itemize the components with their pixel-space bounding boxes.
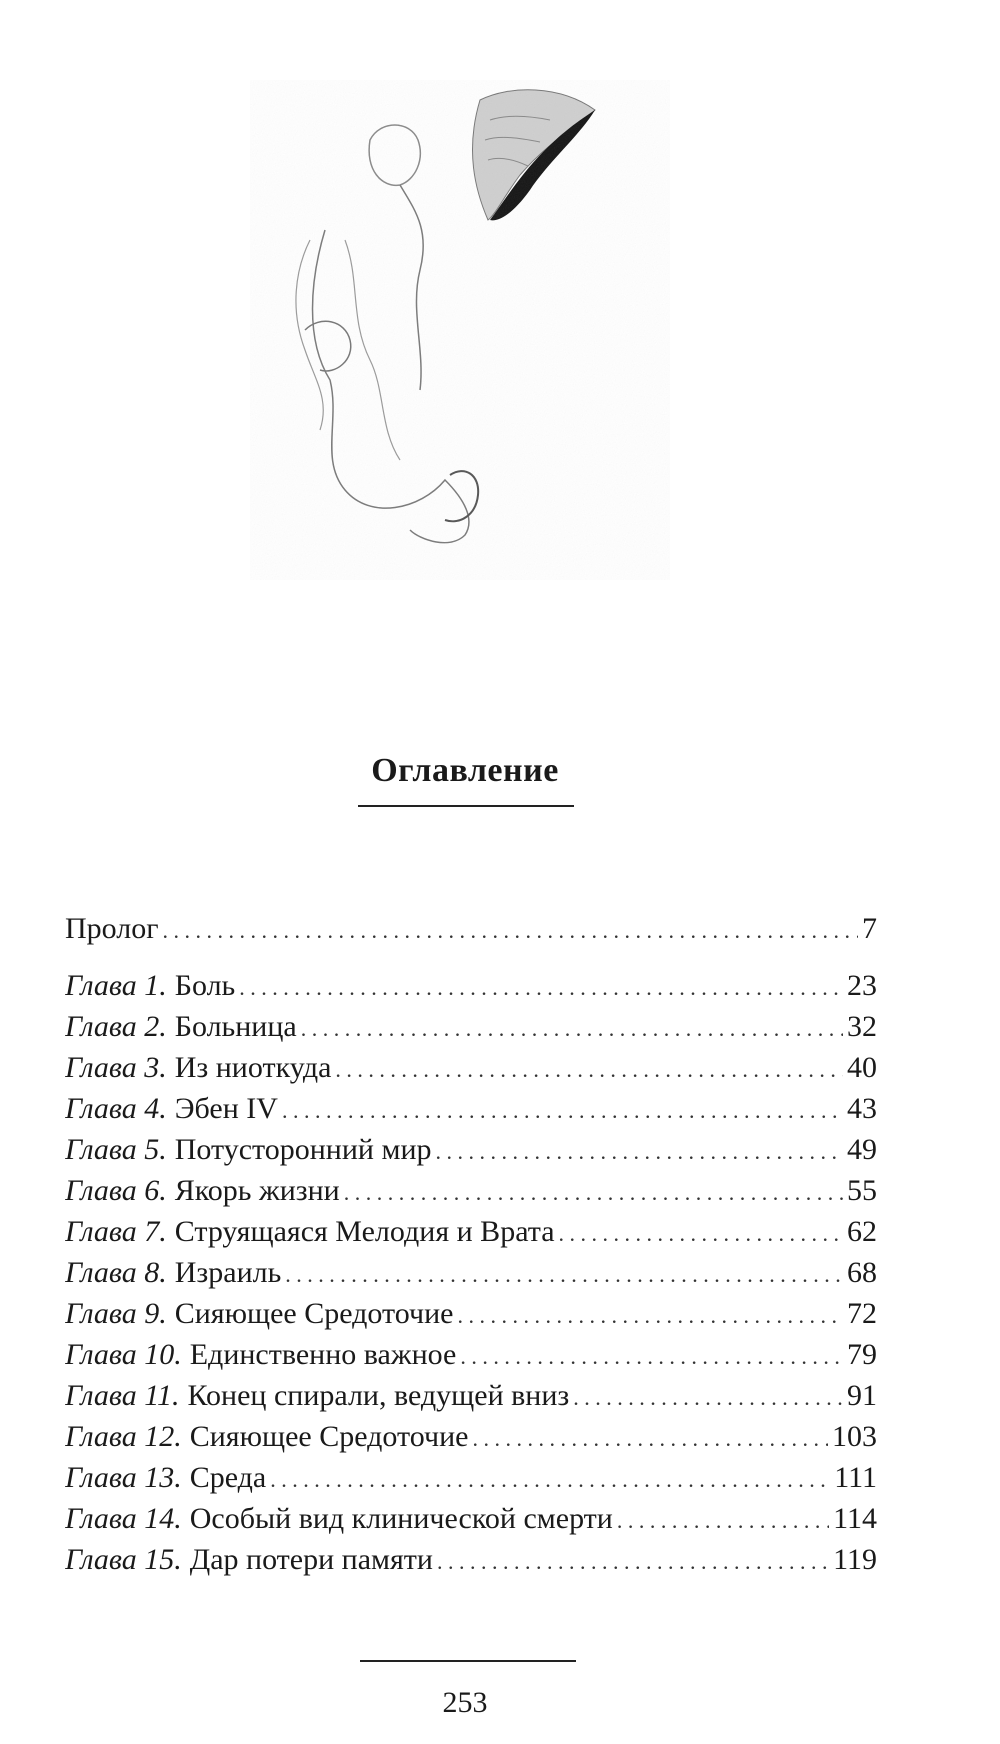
toc-entry-label: Пролог — [65, 912, 159, 945]
chapter-page: 119 — [833, 1543, 877, 1576]
page-number: 253 — [442, 1686, 488, 1719]
chapter-prefix: Глава 14. — [65, 1502, 182, 1535]
toc-entry-chapter-7[interactable] — [65, 1211, 877, 1252]
chapter-prefix: Глава 15. — [65, 1543, 182, 1576]
chapter-title: Особый вид клинической смерти — [189, 1502, 613, 1535]
chapter-page: 49 — [847, 1133, 877, 1166]
angel-illustration — [250, 80, 670, 580]
table-of-contents — [65, 908, 877, 1580]
dot-leader — [239, 965, 843, 1006]
chapter-prefix: Глава 8. — [65, 1256, 167, 1289]
dot-leader — [437, 1539, 829, 1580]
toc-entry-chapter-9[interactable] — [65, 1293, 877, 1334]
chapter-title: Конец спирали, ведущей вниз — [187, 1379, 570, 1412]
chapter-page: 111 — [834, 1461, 877, 1494]
toc-entry-chapter-3[interactable] — [65, 1047, 877, 1088]
chapter-prefix: Глава 4. — [65, 1092, 167, 1125]
chapter-prefix: Глава 5. — [65, 1133, 167, 1166]
chapter-prefix: Глава 10. — [65, 1338, 182, 1371]
chapter-prefix: Глава 1. — [65, 969, 167, 1002]
chapter-page: 23 — [847, 969, 877, 1002]
chapter-title: Единственно важное — [189, 1338, 457, 1371]
chapter-page: 103 — [832, 1420, 877, 1453]
toc-entry-chapter-15[interactable] — [65, 1539, 877, 1580]
toc-entry-chapter-6[interactable] — [65, 1170, 877, 1211]
chapter-prefix: Глава 7. — [65, 1215, 167, 1248]
toc-entry-page: 7 — [862, 912, 877, 945]
chapter-page: 91 — [847, 1379, 877, 1412]
chapter-prefix: Глава 9. — [65, 1297, 167, 1330]
title-underline — [358, 805, 574, 807]
dot-leader — [573, 1375, 843, 1416]
chapter-prefix: Глава 11. — [65, 1379, 180, 1412]
chapter-title: Струящаяся Мелодия и Врата — [174, 1215, 555, 1248]
toc-entry-chapter-12[interactable] — [65, 1416, 877, 1457]
chapter-page: 62 — [847, 1215, 877, 1248]
chapter-title: Потусторонний мир — [174, 1133, 432, 1166]
chapter-title: Дар потери памяти — [189, 1543, 433, 1576]
dot-leader — [472, 1416, 828, 1457]
footer-rule — [360, 1660, 576, 1662]
dot-leader — [335, 1047, 843, 1088]
toc-title: Оглавление — [371, 752, 559, 789]
chapter-prefix: Глава 6. — [65, 1174, 167, 1207]
chapter-page: 79 — [847, 1338, 877, 1371]
dot-leader — [617, 1498, 829, 1539]
chapter-title: Сияющее Средоточие — [189, 1420, 469, 1453]
chapter-title: Боль — [174, 969, 236, 1002]
dot-leader — [436, 1129, 843, 1170]
dot-leader — [285, 1252, 843, 1293]
chapter-page: 43 — [847, 1092, 877, 1125]
chapter-page: 32 — [847, 1010, 877, 1043]
toc-entry-chapter-5[interactable] — [65, 1129, 877, 1170]
chapter-page: 68 — [847, 1256, 877, 1289]
toc-entry-prologue[interactable] — [65, 908, 877, 949]
chapter-page: 114 — [833, 1502, 877, 1535]
toc-entry-chapter-1[interactable] — [65, 965, 877, 1006]
chapter-title: Израиль — [174, 1256, 282, 1289]
chapter-prefix: Глава 13. — [65, 1461, 182, 1494]
chapter-title: Среда — [189, 1461, 267, 1494]
chapter-title: Сияющее Средоточие — [174, 1297, 454, 1330]
chapter-title: Эбен IV — [174, 1092, 278, 1125]
chapter-prefix: Глава 2. — [65, 1010, 167, 1043]
toc-entry-chapter-2[interactable] — [65, 1006, 877, 1047]
chapter-page: 40 — [847, 1051, 877, 1084]
toc-entry-chapter-13[interactable] — [65, 1457, 877, 1498]
toc-entry-chapter-10[interactable] — [65, 1334, 877, 1375]
dot-leader — [163, 908, 858, 949]
dot-leader — [270, 1457, 830, 1498]
chapter-prefix: Глава 3. — [65, 1051, 167, 1084]
toc-entry-chapter-4[interactable] — [65, 1088, 877, 1129]
chapter-title: Из ниоткуда — [174, 1051, 332, 1084]
dot-leader — [282, 1088, 843, 1129]
chapter-page: 72 — [847, 1297, 877, 1330]
toc-entry-chapter-11[interactable] — [65, 1375, 877, 1416]
chapter-prefix: Глава 12. — [65, 1420, 182, 1453]
chapter-title: Больница — [174, 1010, 297, 1043]
dot-leader — [460, 1334, 843, 1375]
dot-leader — [559, 1211, 843, 1252]
dot-leader — [344, 1170, 843, 1211]
dot-leader — [457, 1293, 843, 1334]
toc-entry-chapter-14[interactable] — [65, 1498, 877, 1539]
chapter-title: Якорь жизни — [174, 1174, 340, 1207]
toc-entry-chapter-8[interactable] — [65, 1252, 877, 1293]
chapter-page: 55 — [847, 1174, 877, 1207]
dot-leader — [301, 1006, 843, 1047]
